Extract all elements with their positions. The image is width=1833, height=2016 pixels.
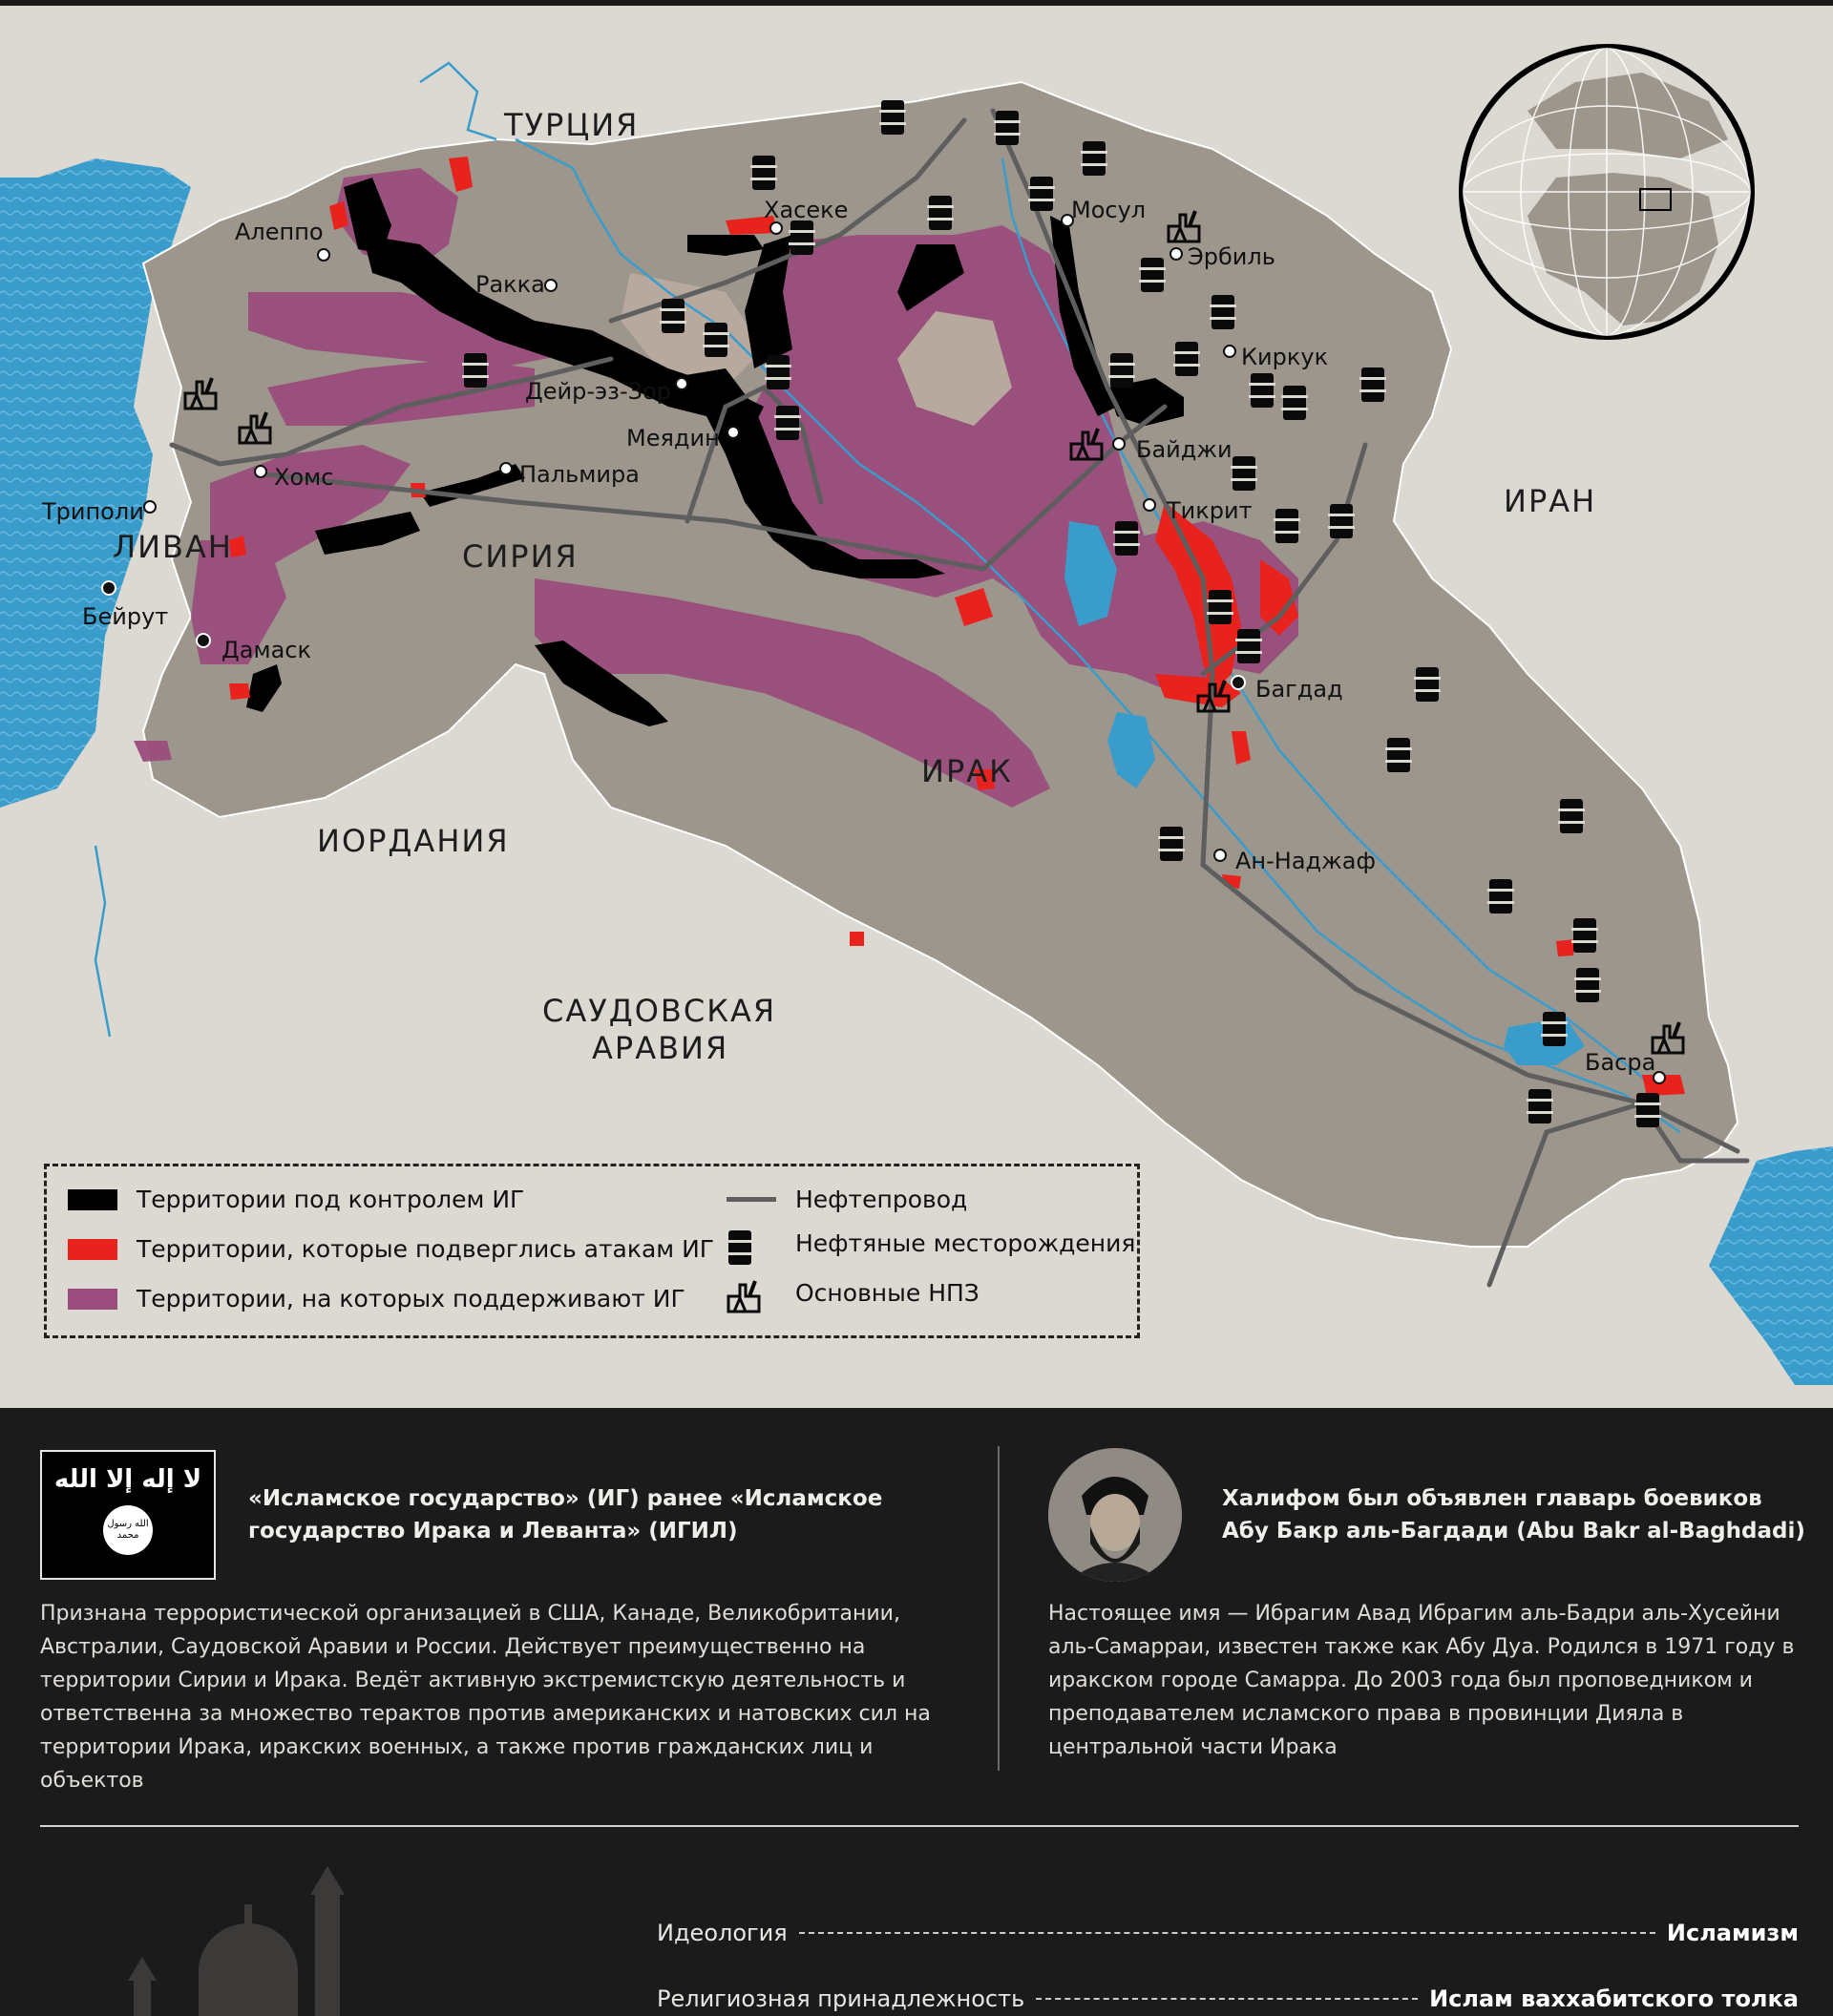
fact-label-ideology: Идеология (657, 1920, 788, 1946)
flag-seal-text: الله رسول محمد (107, 1519, 149, 1541)
persian-gulf (1709, 1146, 1833, 1385)
city-label-beirut: Бейрут (82, 603, 169, 630)
city-label-tikrit: Тикрит (1167, 497, 1253, 524)
legend-swatch-support (68, 1289, 117, 1310)
country-label-jordan: ИОРДАНИЯ (317, 823, 510, 859)
city-label-mosul: Мосул (1071, 197, 1147, 223)
column-divider (998, 1446, 1000, 1771)
city-label-hasakah: Хасеке (764, 197, 849, 223)
legend-label-attacked: Территории, которые подверглись атакам ИГ (137, 1235, 715, 1263)
legend-item-refineries (727, 1279, 980, 1307)
mosque-silhouette (115, 1866, 363, 2016)
country-label-iraq: ИРАК (921, 753, 1013, 789)
fact-value-ideology: Исламизм (1666, 1920, 1799, 1946)
legend-item-support (68, 1285, 685, 1312)
flag-top-text: لا إله إلا الله (53, 1465, 202, 1494)
fact-row-religion (657, 1982, 1799, 2016)
city-label-najaf: Ан-Наджаф (1235, 848, 1376, 874)
city-label-homs: Хомс (274, 464, 334, 491)
fact-dots (799, 1932, 1655, 1934)
city-label-baghdad: Багдад (1255, 676, 1343, 703)
city-label-raqqa: Ракка (475, 271, 545, 298)
city-label-mayadin: Меядин (626, 425, 720, 452)
city-label-baiji: Байджи (1136, 436, 1233, 463)
section-divider (40, 1825, 1799, 1827)
info-panel (0, 1408, 1833, 2016)
globe-inset (1462, 47, 1752, 337)
fact-row-ideology (657, 1916, 1799, 1950)
legend-swatch-attacked (68, 1239, 117, 1260)
city-label-damascus: Дамаск (221, 637, 311, 663)
legend-label-oilfields: Нефтяные месторождения (795, 1229, 1136, 1257)
is-flag-image (40, 1450, 216, 1580)
org-heading: «Исламское государство» (ИГ) ранее «Исламское государство Ирака и Леванта» (ИГИЛ) (248, 1486, 883, 1544)
country-label-turkey: ТУРЦИЯ (504, 107, 640, 143)
city-label-palmyra: Пальмира (519, 461, 640, 488)
country-label-lebanon: ЛИВАН (113, 529, 233, 565)
legend-label-refineries: Основные НПЗ (795, 1279, 980, 1307)
pipeline-icon (727, 1197, 776, 1202)
leader-portrait (1048, 1448, 1182, 1582)
legend-label-pipeline: Нефтепровод (795, 1186, 968, 1213)
legend-label-controlled: Территории под контролем ИГ (137, 1186, 525, 1213)
city-label-kirkuk: Киркук (1241, 344, 1329, 370)
legend-swatch-controlled (68, 1189, 117, 1210)
legend-item-attacked (68, 1235, 714, 1263)
fact-value-religion: Ислам ваххабитского толка (1429, 1985, 1799, 2012)
fact-label-religion: Религиозная принадлежность (657, 1985, 1025, 2012)
city-label-aleppo: Алеппо (235, 219, 324, 245)
legend-label-support: Территории, на которых поддерживают ИГ (137, 1285, 685, 1312)
country-label-iran: ИРАН (1504, 483, 1597, 519)
city-label-erbil: Эрбиль (1188, 243, 1275, 270)
leader-heading: Халифом был объявлен главарь боевиков Абу Бакр аль-Багдади (Abu Bakr al-Baghdadi) (1222, 1486, 1805, 1544)
leader-description: Настоящее имя — Ибрагим Авад Ибрагим аль-Бадри аль-Хусейни аль-Самарраи, известен также как Абу Дуа. Родился в 1971 году в иракском городе Самарра. До 2003 года был проповедником и преподавателем исламского права в провинции Дияла в центральной части Ирака (1048, 1602, 1795, 1759)
legend-item-oilfields (727, 1229, 1135, 1257)
map (0, 6, 1833, 1408)
country-label-saudi-line2: АРАВИЯ (592, 1030, 729, 1066)
portrait-icon (1048, 1448, 1182, 1582)
map-legend (44, 1164, 1140, 1338)
country-label-syria: СИРИЯ (462, 538, 579, 575)
city-label-basra: Басра (1585, 1049, 1656, 1076)
legend-item-controlled (68, 1186, 524, 1213)
city-label-deir: Дейр-эз-Зор (525, 378, 671, 405)
legend-item-pipeline (727, 1186, 967, 1213)
country-label-saudi-line1: САУДОВСКАЯ (542, 993, 777, 1029)
city-label-tripoli: Триполи (42, 498, 144, 525)
org-description: Признана террористической организацией в США, Канаде, Великобритании, Австралии, Саудовской Аравии и России. Действует преимущественно на территории Сирии и Ирака. Ведёт активную экстремистскую деятельность и ответственна за множество терактов против американских и натовских сил на территории Ирака, иракских военных, а также против гражданских лиц и объектов (40, 1602, 931, 1793)
fact-dots (1036, 1998, 1418, 2000)
